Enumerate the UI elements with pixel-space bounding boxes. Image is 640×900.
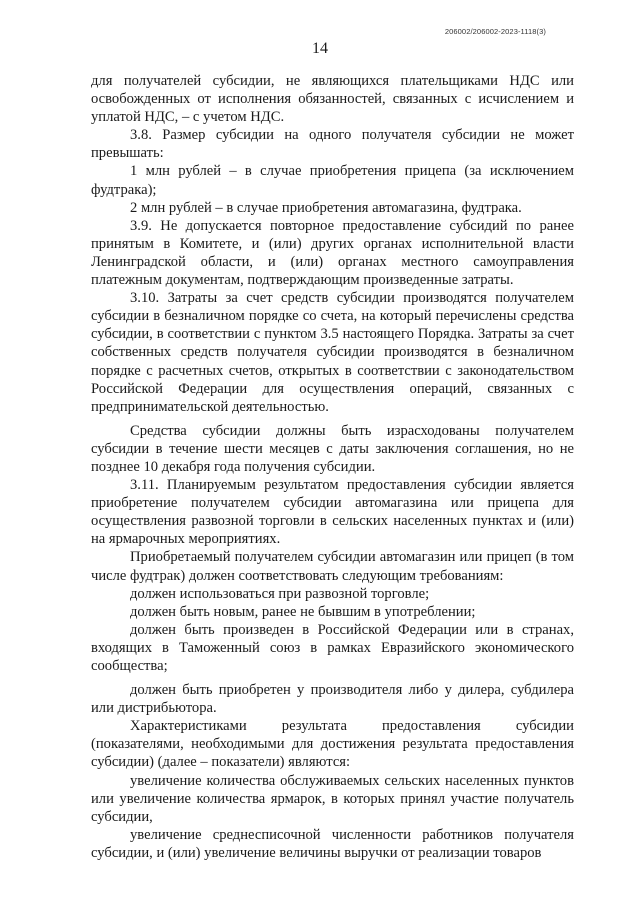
- paragraph: увеличение среднесписочной численности работников получателя субсидии, и (или) увеличение величины выручки от реализации товаров: [91, 826, 574, 861]
- page-number: 14: [312, 40, 328, 57]
- paragraph: Приобретаемый получателем субсидии автомагазин или прицеп (в том числе фудтрак) должен соответствовать следующим требованиям:: [91, 549, 574, 584]
- document-body: [91, 72, 574, 862]
- paragraph: 3.11. Планируемым результатом предоставления субсидии является приобретение получателем субсидии автомагазина или прицепа для осуществления развозной торговли в сельских населенных пунктах и (или) на ярмарочных мероприятиях.: [91, 477, 574, 548]
- document-registration-number: 206002/206002-2023-1118(3): [444, 27, 546, 36]
- paragraph: 3.9. Не допускается повторное предоставление субсидий по ранее принятым в Комитете, и (или) других органах исполнительной власти Ленинградской области, и (или) органах местного самоуправления платежным документам, подтверждающим произведенные затраты.: [91, 217, 574, 289]
- paragraph: 1 млн рублей – в случае приобретения прицепа (за исключением фудтрака);: [91, 163, 574, 198]
- paragraph: 2 млн рублей – в случае приобретения автомагазина, фудтрака.: [130, 199, 522, 216]
- paragraph: 3.8. Размер субсидии на одного получателя субсидии не может превышать:: [91, 127, 574, 162]
- paragraph: должен быть новым, ранее не бывшим в употреблении;: [130, 603, 476, 620]
- paragraph: увеличение количества обслуживаемых сельских населенных пунктов или увеличение количества ярмарок, в которых принял участие получатель субсидии,: [91, 772, 574, 825]
- paragraph: 3.10. Затраты за счет средств субсидии производятся получателем субсидии в безналичном порядке со счета, на который перечислены средства субсидии, в соответствии с пунктом 3.5 настоящего Порядка. Затраты за счет собственных средств получателя субсидии производятся в безналичном порядке с расчетных счетов, открытых в соответствии с законодательством Российской Федерации для осуществления операций, связанных с предпринимательской деятельностью.: [91, 290, 574, 415]
- paragraph: для получателей субсидии, не являющихся плательщиками НДС или освобожденных от исполнения обязанностей, связанных с исчислением и уплатой НДС, – с учетом НДС.: [91, 73, 574, 126]
- paragraph: должен быть произведен в Российской Федерации или в странах, входящих в Таможенный союз в рамках Евразийского экономического сообщества;: [91, 621, 574, 674]
- paragraph: должен использоваться при развозной торговле;: [130, 585, 430, 602]
- paragraph: должен быть приобретен у производителя либо у дилера, субдилера или дистрибьютора.: [91, 682, 574, 717]
- paragraph: Характеристиками результата предоставления субсидии (показателями, необходимыми для достижения результата предоставления субсидии) (далее – показатели) являются:: [91, 718, 574, 771]
- paragraph: Средства субсидии должны быть израсходованы получателем субсидии в течение шести месяцев с даты заключения соглашения, но не позднее 10 декабря года получения субсидии.: [91, 422, 574, 475]
